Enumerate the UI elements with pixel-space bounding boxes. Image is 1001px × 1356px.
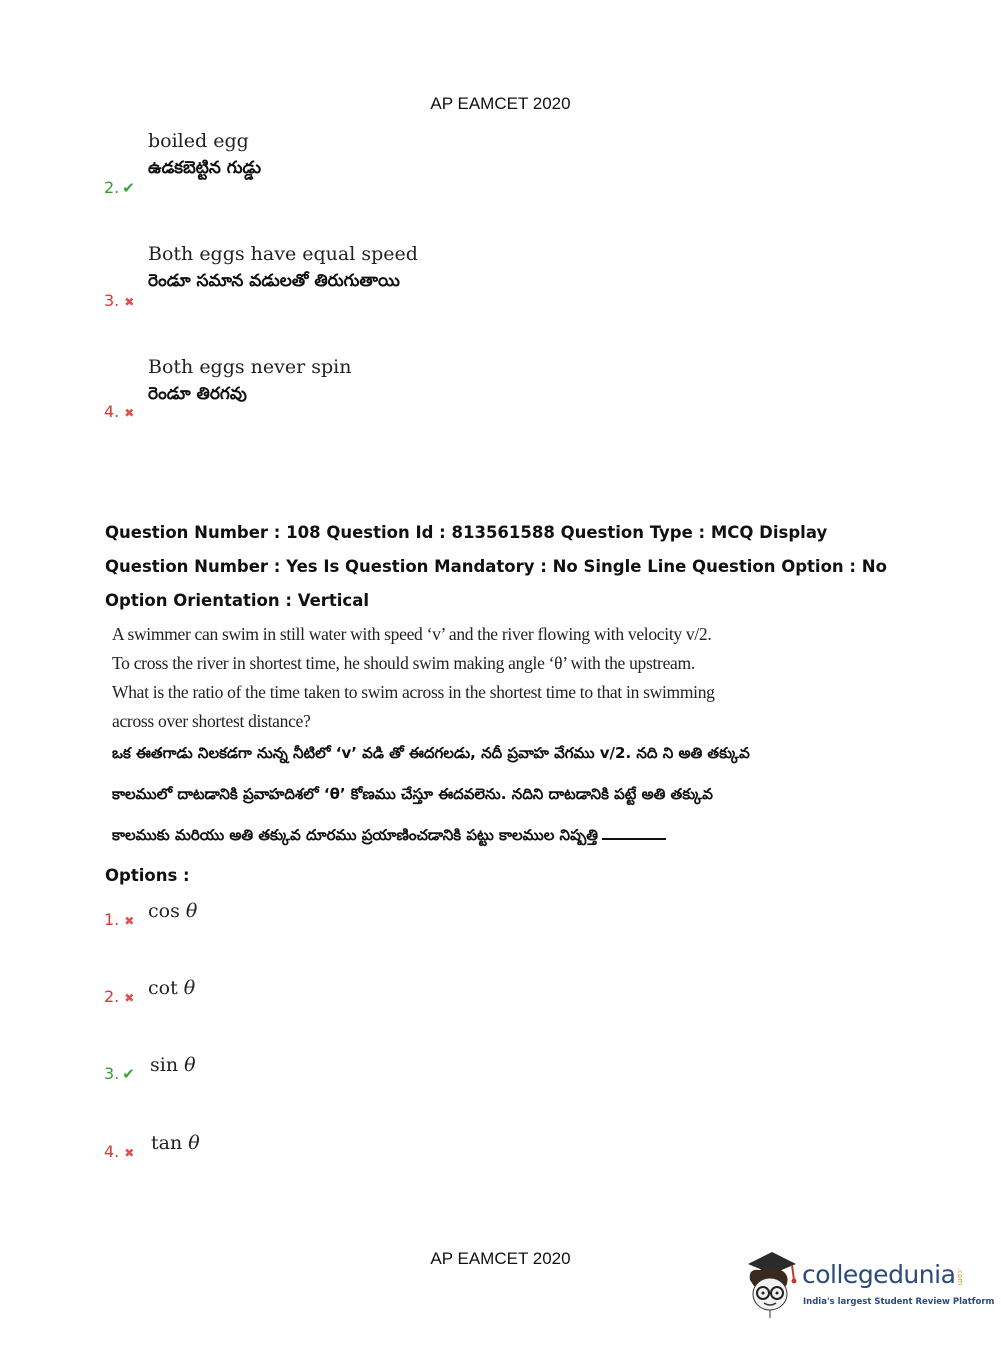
check-icon: ✔ bbox=[122, 1065, 135, 1083]
logo-tagline: India's largest Student Review Platform bbox=[803, 1297, 995, 1307]
cross-icon: ✖ bbox=[124, 295, 135, 309]
question-info: Question Number : 108 Question Id : 813561588 Question Type : MCQ Display Question Number : Yes Is Question Mandatory : No Single Line Question Option : No Option Orientation : Vertical bbox=[105, 523, 887, 610]
option-math: cos θ bbox=[148, 900, 198, 922]
logo-suffix: .com bbox=[956, 1268, 964, 1286]
option-math: tan θ bbox=[151, 1132, 200, 1154]
logo-name: collegedunia bbox=[802, 1260, 956, 1289]
cross-icon: ✖ bbox=[124, 1146, 135, 1160]
question-text-english: A swimmer can swim in still water with speed ‘v’ and the river flowing with velocity v/2. To cross the river in shortest time, he should swim making angle ‘θ’ with the upstream. What is the ratio of the time taken to swim across in the shortest time to that in swimming across over shortest distance? bbox=[112, 624, 715, 731]
option-number: 3. ✔ bbox=[104, 1064, 135, 1083]
answer-blank bbox=[602, 838, 666, 840]
option-math: cot θ bbox=[148, 977, 196, 999]
collegedunia-logo[interactable] bbox=[742, 1250, 995, 1320]
page-header: AP EAMCET 2020 bbox=[430, 94, 571, 113]
option-number: 4. ✖ bbox=[104, 1142, 135, 1161]
mascot-icon bbox=[742, 1250, 802, 1320]
cross-icon: ✖ bbox=[124, 406, 135, 420]
option-content bbox=[148, 243, 418, 295]
option-telugu: రెండూ తిరగవు bbox=[148, 384, 247, 404]
option-content bbox=[148, 356, 351, 408]
question-text-telugu: ఒక ఈతగాడు నిలకడగా నున్న నీటిలో ‘v’ వడి తో ఈదగలడు, నదీ ప్రవాహ వేగము v/2. నది ని అతి తక్కువ కాలములో దాటడానికి ప్రవాహదిశలో ‘θ’ కోణము చేస్తూ ఈదవలెను. నదిని దాటడానికి పట్టే అతి తక్కువ కాలముకు మరియు అతి తక్కువ దూరము ప్రయాణించడానికి పట్టు కాలముల నిష్పత్తి bbox=[112, 744, 750, 844]
option-number: 2. ✖ bbox=[104, 987, 135, 1006]
check-icon: ✔ bbox=[122, 179, 135, 197]
option-telugu: ఉడకబెట్టిన గుడ్డు bbox=[148, 158, 262, 178]
option-number: 4. ✖ bbox=[104, 402, 135, 421]
option-number: 2. ✔ bbox=[104, 178, 135, 197]
option-number: 3. ✖ bbox=[104, 291, 135, 310]
option-math: sin θ bbox=[150, 1054, 196, 1076]
options-label: Options : bbox=[105, 866, 190, 885]
option-number: 1. ✖ bbox=[104, 910, 135, 929]
page-footer: AP EAMCET 2020 bbox=[430, 1249, 571, 1268]
option-telugu: రెండూ సమాన వడులతో తిరుగుతాయి bbox=[148, 271, 400, 291]
option-english: boiled egg bbox=[148, 130, 249, 152]
option-english: Both eggs have equal speed bbox=[148, 243, 418, 265]
option-content bbox=[148, 130, 261, 182]
cross-icon: ✖ bbox=[124, 914, 135, 928]
option-english: Both eggs never spin bbox=[148, 356, 352, 378]
cross-icon: ✖ bbox=[124, 991, 135, 1005]
